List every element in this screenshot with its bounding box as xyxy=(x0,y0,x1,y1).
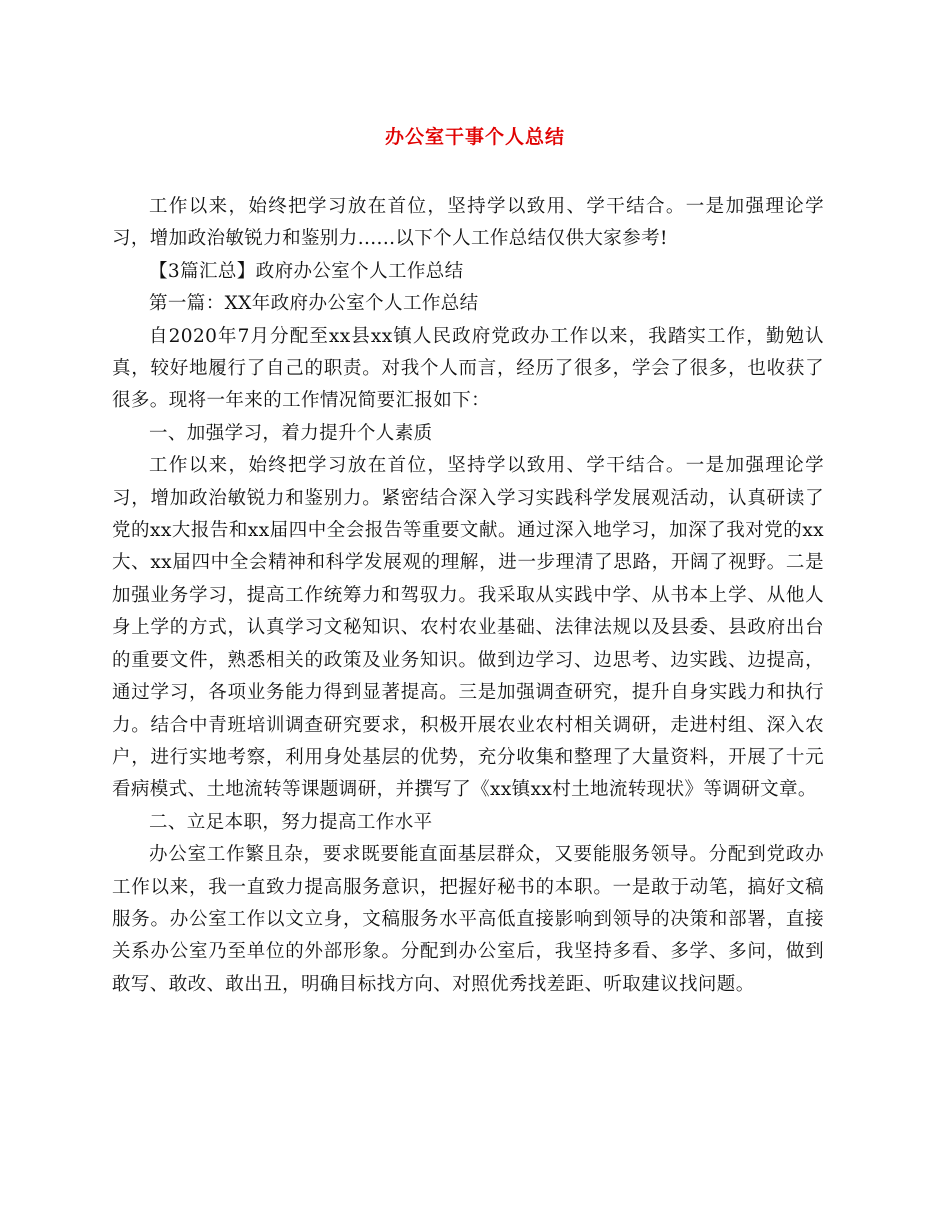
section-heading-duty: 二、立足本职，努力提高工作水平 xyxy=(149,811,433,833)
paragraph-duty: 办公室工作繁且杂，要求既要能直面基层群众，又要能服务领导。分配到党政办工作以来，我一直致力提高服务意识，把握好秘书的本职。一是敢于动笔，搞好文稿服务。办公室工作以文立身，文稿服务水平高低直接影响到领导的决策和部署，直接关系办公室乃至单位的外部形象。分配到办公室后，我坚持多看、多学、多问，做到敢写、敢改、敢出丑，明确目标找方向、对照优秀找差距、听取建议找问题。 xyxy=(112,844,824,995)
paragraph-study: 工作以来，始终把学习放在首位，坚持学以致用、学干结合。一是加强理论学习，增加政治敏锐力和鉴别力。紧密结合深入学习实践科学发展观活动，认真研读了党的xx大报告和xx届四中全会报告等重要文献。通过深入地学习，加深了我对党的xx大、xx届四中全会精神和科学发展观的理解，进一步理清了思路，开阔了视野。二是加强业务学习，提高工作统筹力和驾驭力。我采取从实践中学、从书本上学、从他人身上学的方式，认真学习文秘知识、农村农业基础、法律法规以及县委、县政府出台的重要文件，熟悉相关的政策及业务知识。做到边学习、边思考、边实践、边提高，通过学习，各项业务能力得到显著提高。三是加强调查研究，提升自身实践力和执行力。结合中青班培训调查研究要求，积极开展农业农村相关调研，走进村组、深入农户，进行实地考察，利用身处基层的优势，充分收集和整理了大量资料，开展了十元看病模式、土地流转等课题调研，并撰写了《xx镇xx村土地流转现状》等调研文章。 xyxy=(112,455,824,801)
paragraph-collection-heading: 【3篇汇总】政府办公室个人工作总结 xyxy=(149,260,464,282)
section-heading-study: 一、加强学习，着力提升个人素质 xyxy=(149,422,433,444)
paragraph-intro: 工作以来，始终把学习放在首位，坚持学以致用、学干结合。一是加强理论学习，增加政治敏锐力和鉴别力......以下个人工作总结仅供大家参考! xyxy=(112,196,824,250)
paragraph-opening: 自2020年7月分配至xx县xx镇人民政府党政办工作以来，我踏实工作，勤勉认真，较好地履行了自己的职责。对我个人而言，经历了很多，学会了很多，也收获了很多。现将一年来的工作情况简要汇报如下： xyxy=(112,325,824,412)
document-body xyxy=(112,191,824,1001)
paragraph-part-heading: 第一篇：XX年政府办公室个人工作总结 xyxy=(149,293,479,315)
document-title: 办公室干事个人总结 xyxy=(384,126,565,148)
